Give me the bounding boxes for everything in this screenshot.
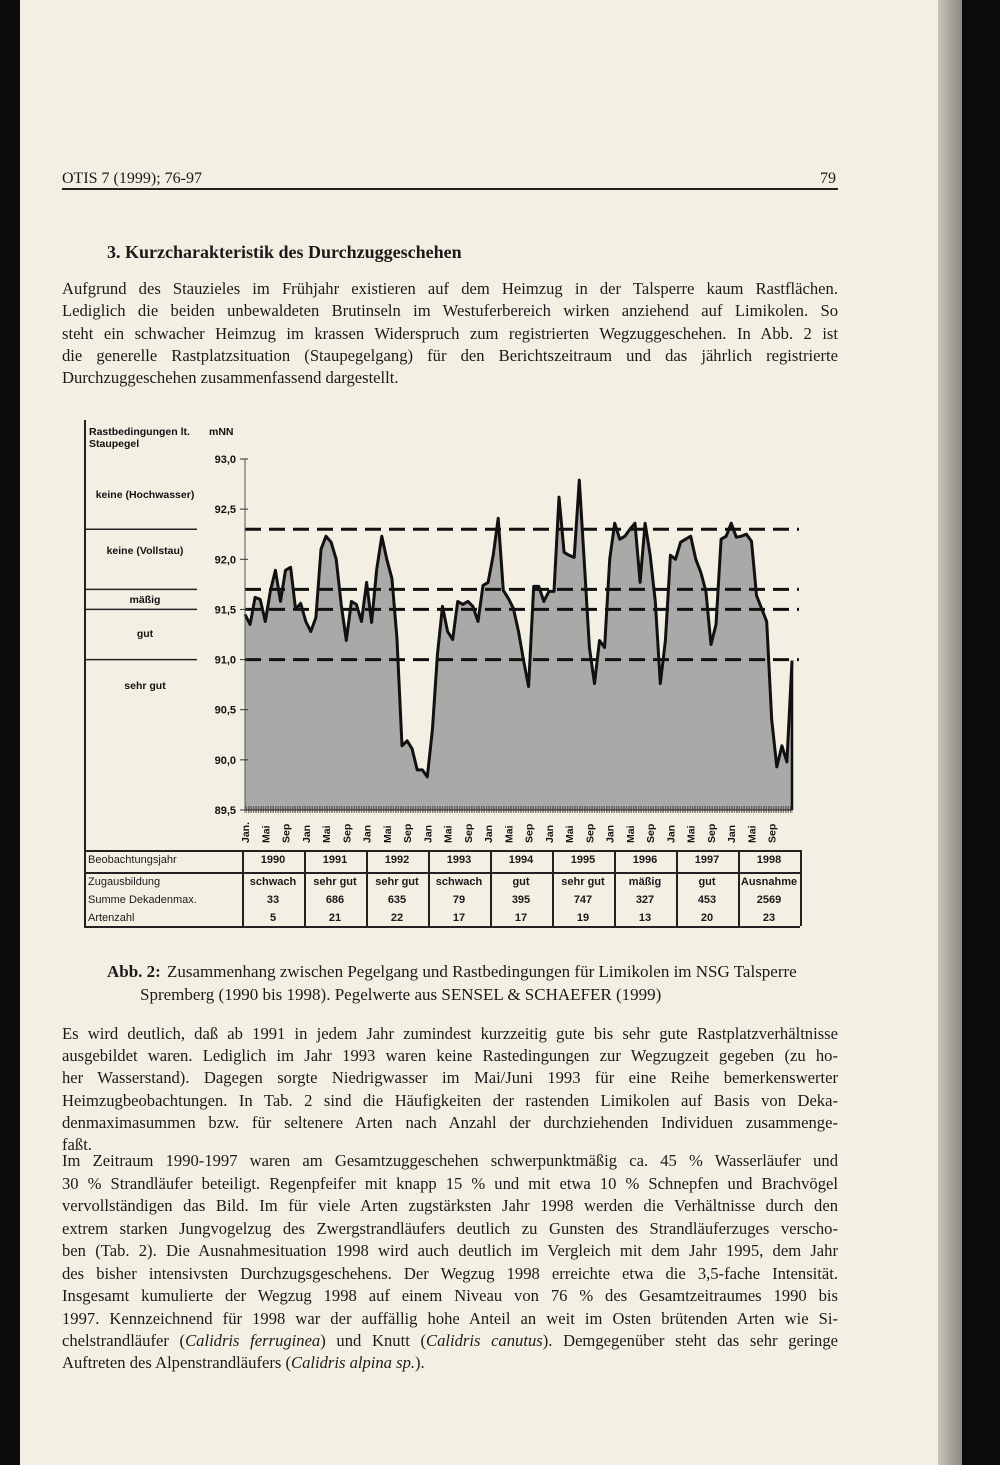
table-cell: schwach xyxy=(435,876,483,888)
x-tick-label: Mai xyxy=(624,825,637,843)
table-cell: 1990 xyxy=(260,854,286,866)
x-tick-label: Jan xyxy=(361,824,374,843)
category-maessig: mäßig xyxy=(129,594,161,606)
table-rule xyxy=(86,872,800,874)
table-cell: Ausnahme xyxy=(740,876,798,888)
table-cell: 1997 xyxy=(694,854,720,866)
caption-line-1: Zusammenhang zwischen Pegelgang und Rastbedingungen für Limikolen im NSG Talsperre xyxy=(167,962,797,981)
text-run: Auftreten des Alpenstrandläufers ( xyxy=(62,1353,292,1372)
row-label: Zugausbildung xyxy=(88,876,161,888)
species-name: Calidris ferruginea xyxy=(185,1331,321,1350)
y-tick-label: 90,0 xyxy=(214,754,236,767)
paragraph-line: des bisher intensivsten Durchzugsgeschehens. Der Wegzug 1998 erreichte etwa die 3,5-fache Intensität. xyxy=(62,1263,838,1283)
paragraph-line: Lediglich die beiden unbewaldeten Brutinseln im Westuferbereich wirken anziehend auf Limikolen. So xyxy=(62,301,838,321)
table-column-rule xyxy=(800,850,802,926)
y-tick-label: 90,5 xyxy=(214,704,236,717)
y-tick-label: 93,0 xyxy=(214,454,236,466)
x-tick-label: Mai xyxy=(321,825,334,843)
table-cell: schwach xyxy=(249,876,297,888)
paragraph-line xyxy=(62,1331,838,1351)
table-cell: 327 xyxy=(635,894,655,906)
x-tick-label: Mai xyxy=(381,825,394,843)
table-cell: sehr gut xyxy=(313,876,357,888)
text-run: chelstrandläufer ( xyxy=(62,1331,186,1350)
water-level-chart xyxy=(2,0,1000,930)
table-cell: 23 xyxy=(762,912,776,924)
row-label: Summe Dekadenmax. xyxy=(88,894,197,906)
paragraph-line: die generelle Rastplatzsituation (Staupegelgang) für den Berichtszeitraum und das jährlich registrierte xyxy=(62,345,838,365)
x-tick-label: Mai xyxy=(260,825,273,843)
category-hochwasser: keine (Hochwasser) xyxy=(95,489,195,501)
paragraph-line: denmaximasummen bzw. für seltenere Arten nach Anzahl der durchziehenden Individuen zusammenge- xyxy=(62,1112,838,1132)
table-cell: 19 xyxy=(576,912,590,924)
paragraph-line: extrem starken Jungvogelzug des Zwergstrandläufers deutlich zu Gunsten des Strandläuferzuges verscho- xyxy=(62,1218,838,1238)
x-tick-label: Sep xyxy=(523,823,536,843)
category-vollstau: keine (Vollstau) xyxy=(106,545,184,557)
x-tick-label: Mai xyxy=(442,825,455,843)
table-cell: 395 xyxy=(511,894,531,906)
table-cell: sehr gut xyxy=(561,876,605,888)
x-tick-label: Sep xyxy=(341,823,354,843)
table-cell: 1991 xyxy=(322,854,348,866)
paragraph-line: ben (Tab. 2). Die Ausnahmesituation 1998 wird auch deutlich im Vergleich mit dem Jahr 1995, dem Jahr xyxy=(62,1241,838,1260)
x-tick-label: Mai xyxy=(564,825,577,843)
table-cell: 17 xyxy=(514,912,528,924)
paragraph-line: Insgesamt kumulierte der Wegzug 1998 auf einem Niveau von 76 % des Gesamtzeitraumes 1990 bis xyxy=(62,1286,838,1305)
paragraph-line: faßt. xyxy=(62,1135,92,1154)
table-cell: 747 xyxy=(573,894,593,906)
x-tick-label: Mai xyxy=(503,825,516,843)
x-tick-label: Sep xyxy=(705,823,718,843)
caption-label: Abb. 2: xyxy=(107,962,161,981)
text-run: ). Demgegenüber steht das sehr geringe xyxy=(542,1331,839,1350)
species-name: Calidris canutus xyxy=(426,1331,543,1350)
text-run: ) und Knutt ( xyxy=(320,1331,427,1350)
table-cell: 1993 xyxy=(446,854,472,866)
x-tick-label: Jan xyxy=(300,824,313,843)
category-gut: gut xyxy=(136,628,154,640)
row-label: Artenzahl xyxy=(88,912,135,924)
y-tick-label: 92,0 xyxy=(214,554,236,567)
x-tick-label: Jan xyxy=(726,824,739,843)
x-tick-label: Sep xyxy=(645,823,658,843)
paragraph-line: Es wird deutlich, daß ab 1991 in jedem Jahr zumindest kurzzeitig gute bis sehr gute Rastplatzverhältnisse xyxy=(62,1024,838,1043)
x-tick-label: Jan xyxy=(483,824,496,843)
table-cell: 17 xyxy=(452,912,466,924)
x-tick-label: Sep xyxy=(462,823,475,843)
figure-abb-2 xyxy=(84,420,810,928)
table-cell: 33 xyxy=(266,894,280,906)
x-tick-label: Sep xyxy=(584,823,597,843)
x-tick-label: Jan xyxy=(543,824,556,843)
table-cell: 1998 xyxy=(756,854,782,866)
x-tick-label: Mai xyxy=(685,825,698,843)
table-cell: mäßig xyxy=(628,876,662,888)
y-tick-label: 89,5 xyxy=(214,805,236,817)
table-cell: 453 xyxy=(697,894,717,906)
x-tick-label: Sep xyxy=(402,823,415,843)
table-cell: gut xyxy=(512,876,530,888)
paragraph-line: 1997. Kennzeichnend für 1998 war der auffällig hohe Anteil an weit im Osten brütenden Arten wie Si- xyxy=(62,1308,838,1328)
x-tick-label: Jan xyxy=(665,824,678,843)
row-label: Beobachtungsjahr xyxy=(88,854,177,866)
table-cell: 79 xyxy=(452,894,466,906)
table-cell: 635 xyxy=(387,894,407,906)
paragraph-line: Im Zeitraum 1990-1997 waren am Gesamtzuggeschehen schwerpunktmäßig ca. 45 % Wasserläufer und xyxy=(62,1151,838,1170)
table-rule xyxy=(86,850,800,852)
table-cell: 1996 xyxy=(632,854,658,866)
table-cell: 20 xyxy=(700,912,714,924)
paragraph-line: Durchzuggeschehen zusammenfassend dargestellt. xyxy=(62,368,399,388)
table-cell: 2569 xyxy=(756,894,782,906)
left-column-header: Rastbedingungen lt. Staupegel xyxy=(89,426,190,450)
caption-line-2: Spremberg (1990 bis 1998). Pegelwerte aus SENSEL & SCHAEFER (1999) xyxy=(140,985,662,1004)
table-cell: 13 xyxy=(638,912,652,924)
x-tick-label: Sep xyxy=(280,823,293,843)
x-tick-label: Jan xyxy=(604,824,617,843)
table-cell: 22 xyxy=(390,912,404,924)
x-tick-label: Sep xyxy=(766,823,779,843)
table-cell: sehr gut xyxy=(375,876,419,888)
paragraph-line: vervollständigen das Bild. Im für viele Arten zugstärksten Jahr 1998 werden die Verhältnisse durch den xyxy=(62,1196,838,1215)
paragraph-line: ausgebildet waren. Lediglich im Jahr 1993 waren keine Rastedingungen zur Wegzugzeit gegeben (zu ho- xyxy=(62,1046,838,1066)
table-cell: 1994 xyxy=(508,854,534,866)
paragraph-line: steht ein schwacher Heimzug im krassen Widerspruch zum registrierten Wegzuggeschehen. In Abb. 2 ist xyxy=(62,323,838,343)
y-tick-label: 92,5 xyxy=(214,504,236,517)
species-name: Calidris alpina sp. xyxy=(291,1353,416,1372)
table-rule xyxy=(86,926,800,928)
table-cell: gut xyxy=(698,876,716,888)
table-cell: 1992 xyxy=(384,854,410,866)
text-run: ). xyxy=(415,1353,425,1372)
table-cell: 1995 xyxy=(570,854,596,866)
table-cell: 686 xyxy=(325,894,345,906)
y-tick-label: 91,0 xyxy=(214,654,236,667)
unit-label: mNN xyxy=(209,426,234,438)
paragraph-line: 30 % Strandläufer beteiligt. Regenpfeifer mit knapp 15 % und mit etwa 10 % Schnepfen und Brachvögel xyxy=(62,1173,838,1193)
y-tick-label: 91,5 xyxy=(214,604,236,617)
section-heading: 3. Kurzcharakteristik des Durchzuggeschehen xyxy=(107,242,462,262)
x-tick-label: Mai xyxy=(746,825,759,843)
paragraph-line: Heimzugbeobachtungen. In Tab. 2 sind die Häufigkeiten der rastenden Limikolen auf Basis von Deka- xyxy=(62,1090,838,1110)
table-cell: 5 xyxy=(269,912,277,924)
running-header-journal: OTIS 7 (1999); 76-97 xyxy=(62,170,202,187)
paragraph-line: her Wasserstand). Dagegen sorgte Niedrigwasser im Mai/Juni 1993 für eine Reihe bemerkenswerter xyxy=(62,1068,838,1088)
x-tick-label: Jan. xyxy=(240,821,252,843)
paragraph-line: Aufgrund des Stauzieles im Frühjahr existieren auf dem Heimzug in der Talsperre kaum Rastflächen. xyxy=(62,279,838,298)
paragraph-line xyxy=(62,1353,838,1373)
category-sehr-gut: sehr gut xyxy=(124,680,166,692)
table-cell: 21 xyxy=(328,912,342,924)
x-tick-label: Jan xyxy=(422,824,435,843)
page-number: 79 xyxy=(820,170,836,187)
